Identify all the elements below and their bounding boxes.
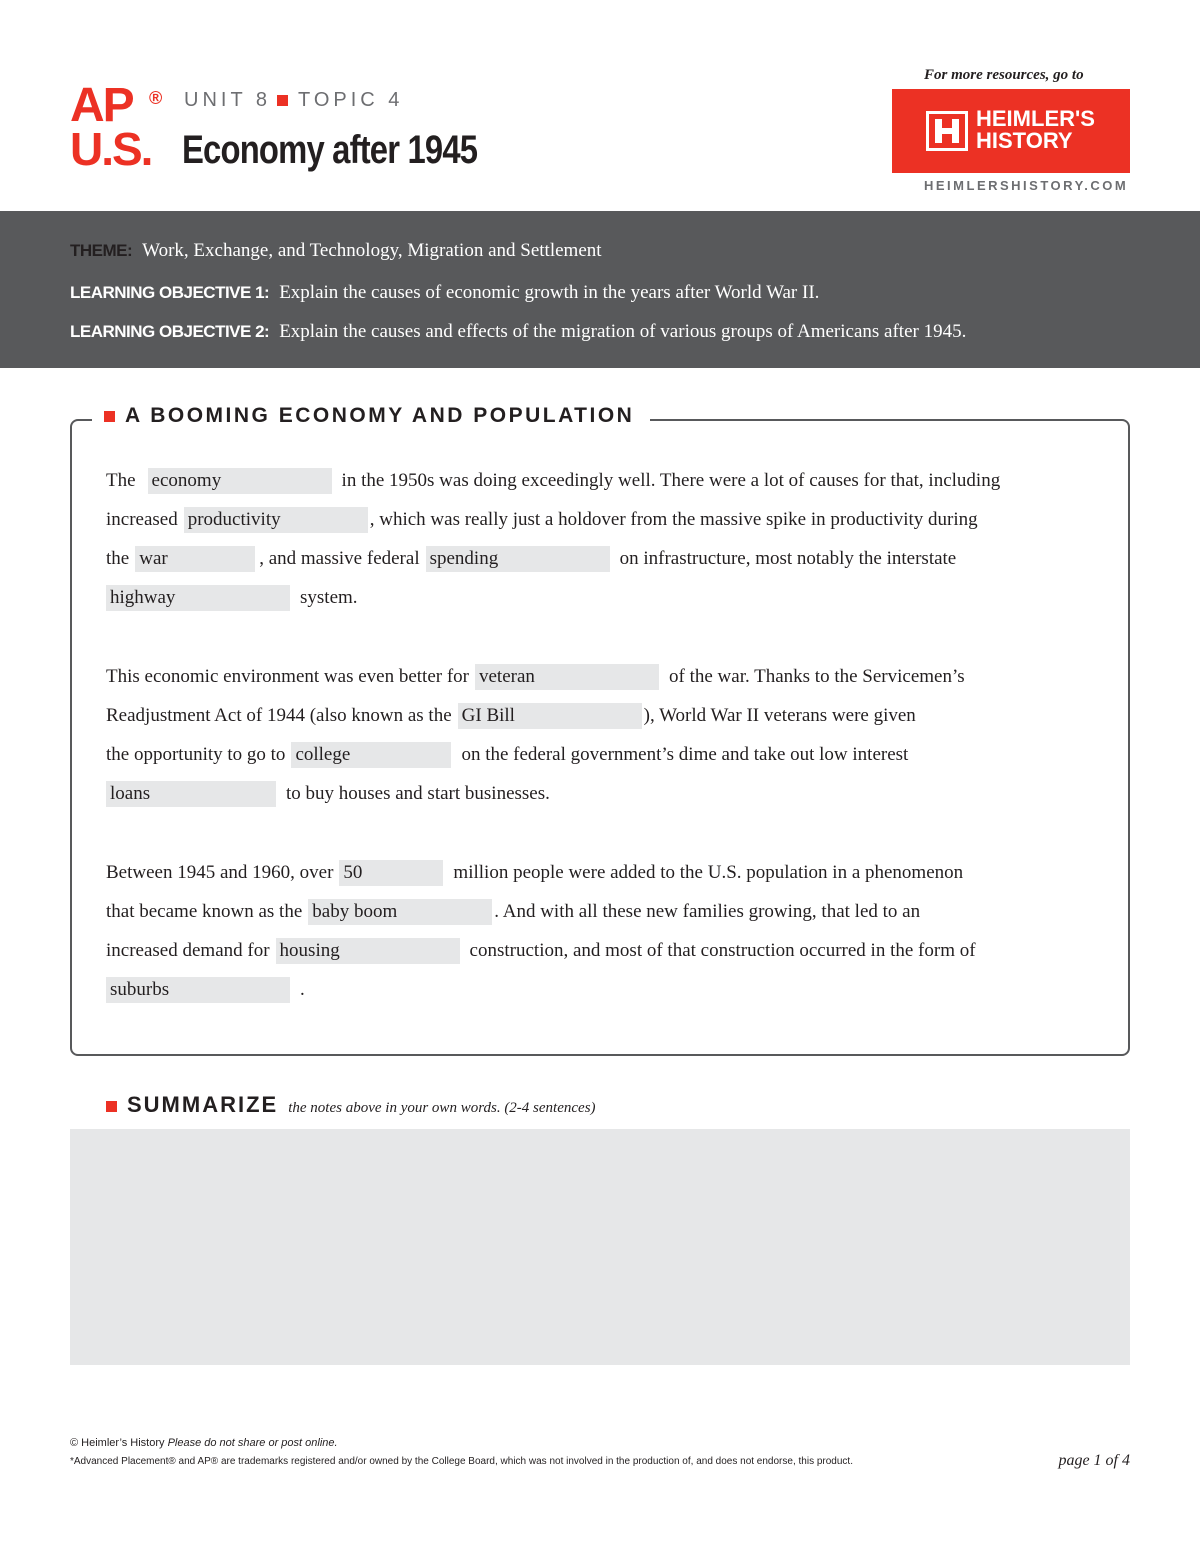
lo1-label: LEARNING OBJECTIVE 1: [70, 283, 270, 302]
blank-housing[interactable]: housing [276, 938, 460, 964]
blank-war[interactable]: war [135, 546, 255, 572]
red-square-bullet [104, 411, 115, 422]
share-notice: Please do not share or post online. [167, 1437, 338, 1449]
brand-line-1: HEIMLER'S [976, 106, 1095, 131]
notes-heading [92, 404, 650, 428]
theme-value: Work, Exchange, and Technology, Migration and Settlement [142, 240, 602, 261]
blank-gi-bill[interactable]: GI Bill [458, 703, 642, 729]
unit-topic-line [184, 89, 403, 112]
text: The [106, 469, 136, 491]
topic-label: TOPIC 4 [297, 89, 404, 111]
paragraph-line [106, 931, 1106, 970]
summarize-instruction: the notes above in your own words. (2-4 sentences) [288, 1100, 596, 1116]
paragraph-line [106, 892, 1106, 931]
text: the opportunity to go to [106, 743, 286, 765]
text: to buy houses and start businesses. [286, 782, 550, 804]
brand-name [976, 108, 1126, 152]
resources-note: For more resources, go to [924, 67, 1084, 83]
heimlers-history-logo[interactable] [892, 89, 1130, 173]
unit-label: UNIT 8 [184, 89, 271, 111]
theme-row [70, 240, 602, 262]
site-url[interactable]: HEIMLERSHISTORY.COM [924, 178, 1129, 193]
text: that became known as the [106, 900, 303, 922]
text: of the war. Thanks to the Servicemen’s [669, 665, 965, 687]
ap-us-logo [70, 79, 170, 176]
paragraph-line [106, 657, 1106, 696]
paragraph-line [106, 696, 1106, 735]
lo2-label: LEARNING OBJECTIVE 2: [70, 322, 270, 341]
paragraph-line [106, 500, 1106, 539]
summary-response-area[interactable] [70, 1129, 1130, 1365]
paragraph-3 [106, 853, 1106, 1009]
summarize-title: SUMMARIZE [127, 1092, 279, 1117]
theme-label: THEME: [70, 241, 133, 260]
notes-heading-text: A BOOMING ECONOMY AND POPULATION [125, 404, 635, 427]
red-square-bullet [277, 95, 288, 106]
copyright-line [70, 1437, 338, 1449]
heimler-h-icon [926, 111, 968, 151]
logo-registered-mark: ® [149, 88, 163, 108]
text: on infrastructure, most notably the interstate [619, 547, 957, 569]
blank-veteran[interactable]: veteran [475, 664, 659, 690]
text: the [106, 547, 130, 569]
blank-college[interactable]: college [291, 742, 451, 768]
logo-ap-text: AP [70, 79, 133, 132]
blank-productivity[interactable]: productivity [184, 507, 368, 533]
copyright: © Heimler’s History [70, 1437, 165, 1449]
text: million people were added to the U.S. population in a phenomenon [453, 861, 964, 883]
text: , and massive federal [259, 547, 420, 569]
paragraph-line [106, 774, 1106, 813]
learning-objective-1-row [70, 282, 819, 304]
text: This economic environment was even better for [106, 665, 469, 687]
blank-highway[interactable]: highway [106, 585, 290, 611]
page-title: Economy after 1945 [182, 128, 478, 172]
paragraph-line [106, 461, 1106, 500]
blank-50[interactable]: 50 [339, 860, 443, 886]
text: Readjustment Act of 1944 (also known as the [106, 704, 452, 726]
text: in the 1950s was doing exceedingly well. There were a lot of causes for that, including [341, 469, 1001, 491]
text: ), World War II veterans were given [643, 704, 916, 726]
lo1-value: Explain the causes of economic growth in the years after World War II. [279, 282, 820, 303]
trademark-notice: *Advanced Placement® and AP® are trademarks registered and/or owned by the College Board, which was not involved in the production of, and does not endorse, this product. [70, 1456, 853, 1467]
text: . And with all these new families growing, that led to an [494, 900, 921, 922]
blank-suburbs[interactable]: suburbs [106, 977, 290, 1003]
lo2-value: Explain the causes and effects of the migration of various groups of Americans after 1945. [279, 321, 967, 342]
paragraph-line [106, 578, 1106, 617]
text: construction, and most of that construction occurred in the form of [469, 939, 976, 961]
blank-economy[interactable]: economy [148, 468, 332, 494]
paragraph-line [106, 539, 1106, 578]
paragraph-line [106, 735, 1106, 774]
text: system. [300, 586, 358, 608]
text: Between 1945 and 1960, over [106, 861, 334, 883]
paragraph-line [106, 970, 1106, 1009]
text: increased demand for [106, 939, 270, 961]
red-square-bullet [106, 1101, 117, 1112]
learning-objective-2-row [70, 321, 966, 343]
paragraph-2 [106, 657, 1106, 813]
blank-loans[interactable]: loans [106, 781, 276, 807]
text: . [300, 978, 305, 1000]
text: on the federal government’s dime and take out low interest [461, 743, 909, 765]
page-number: page 1 of 4 [1058, 1452, 1130, 1469]
blank-spending[interactable]: spending [426, 546, 610, 572]
paragraph-line [106, 853, 1106, 892]
brand-line-2: HISTORY [976, 128, 1073, 153]
summarize-heading [106, 1092, 596, 1118]
text: increased [106, 508, 178, 530]
blank-baby-boom[interactable]: baby boom [308, 899, 492, 925]
paragraph-1 [106, 461, 1106, 617]
logo-us-text: U.S. [70, 123, 152, 175]
text: , which was really just a holdover from the massive spike in productivity during [369, 508, 978, 530]
